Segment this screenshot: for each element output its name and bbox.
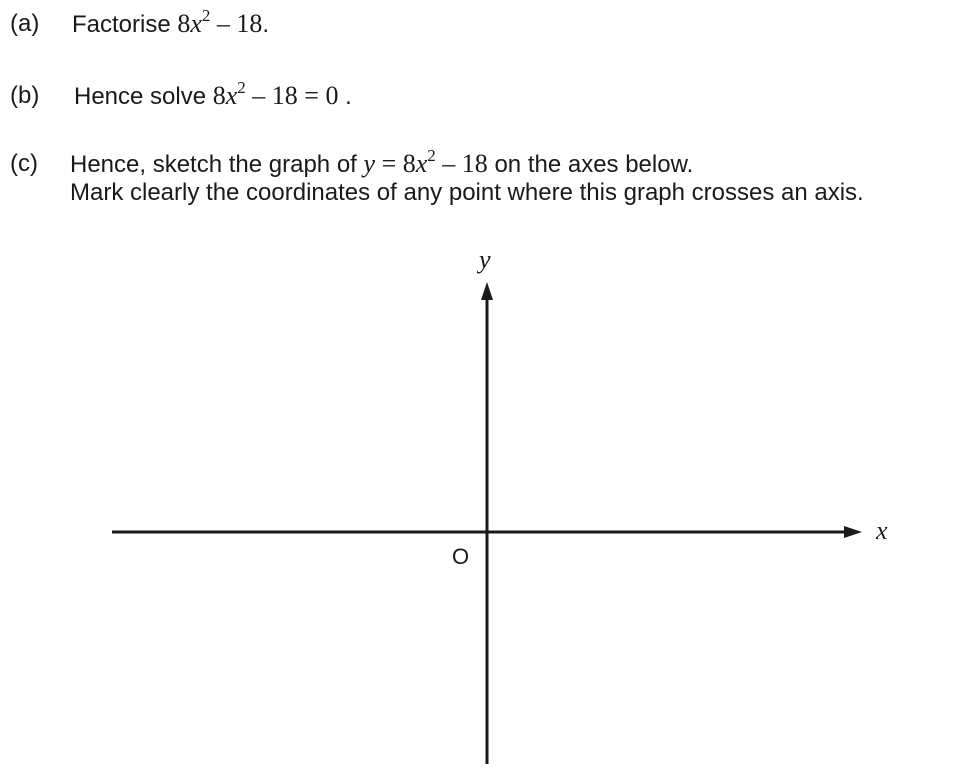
part-c-expression: $y = 8x^2 - 18$ xyxy=(363,146,488,178)
part-b-text: Hence solve xyxy=(74,83,207,110)
part-c-question-line2: Mark clearly the coordinates of any point where this graph crosses an axis. xyxy=(70,179,864,206)
origin-label: O xyxy=(452,544,470,569)
part-a-end: . xyxy=(262,11,270,38)
y-axis-arrowhead xyxy=(481,282,493,300)
part-c-text-after: on the axes below. xyxy=(494,151,694,178)
part-b-end: . xyxy=(345,83,352,110)
part-a-expression: $8x^2 - 18$ xyxy=(177,6,263,38)
part-a-text: Factorise xyxy=(72,11,171,38)
x-axis-label: x xyxy=(876,516,888,545)
part-c-text-before: Hence, sketch the graph of xyxy=(70,151,357,178)
part-a-label: (a) xyxy=(10,10,40,37)
y-axis-label: y xyxy=(479,245,491,274)
x-axis-arrowhead xyxy=(844,526,862,538)
part-b-expression: $8x^2 - 18 = 0$ xyxy=(212,78,339,110)
part-c-label: (c) xyxy=(10,150,38,177)
part-b-label: (b) xyxy=(10,82,40,109)
